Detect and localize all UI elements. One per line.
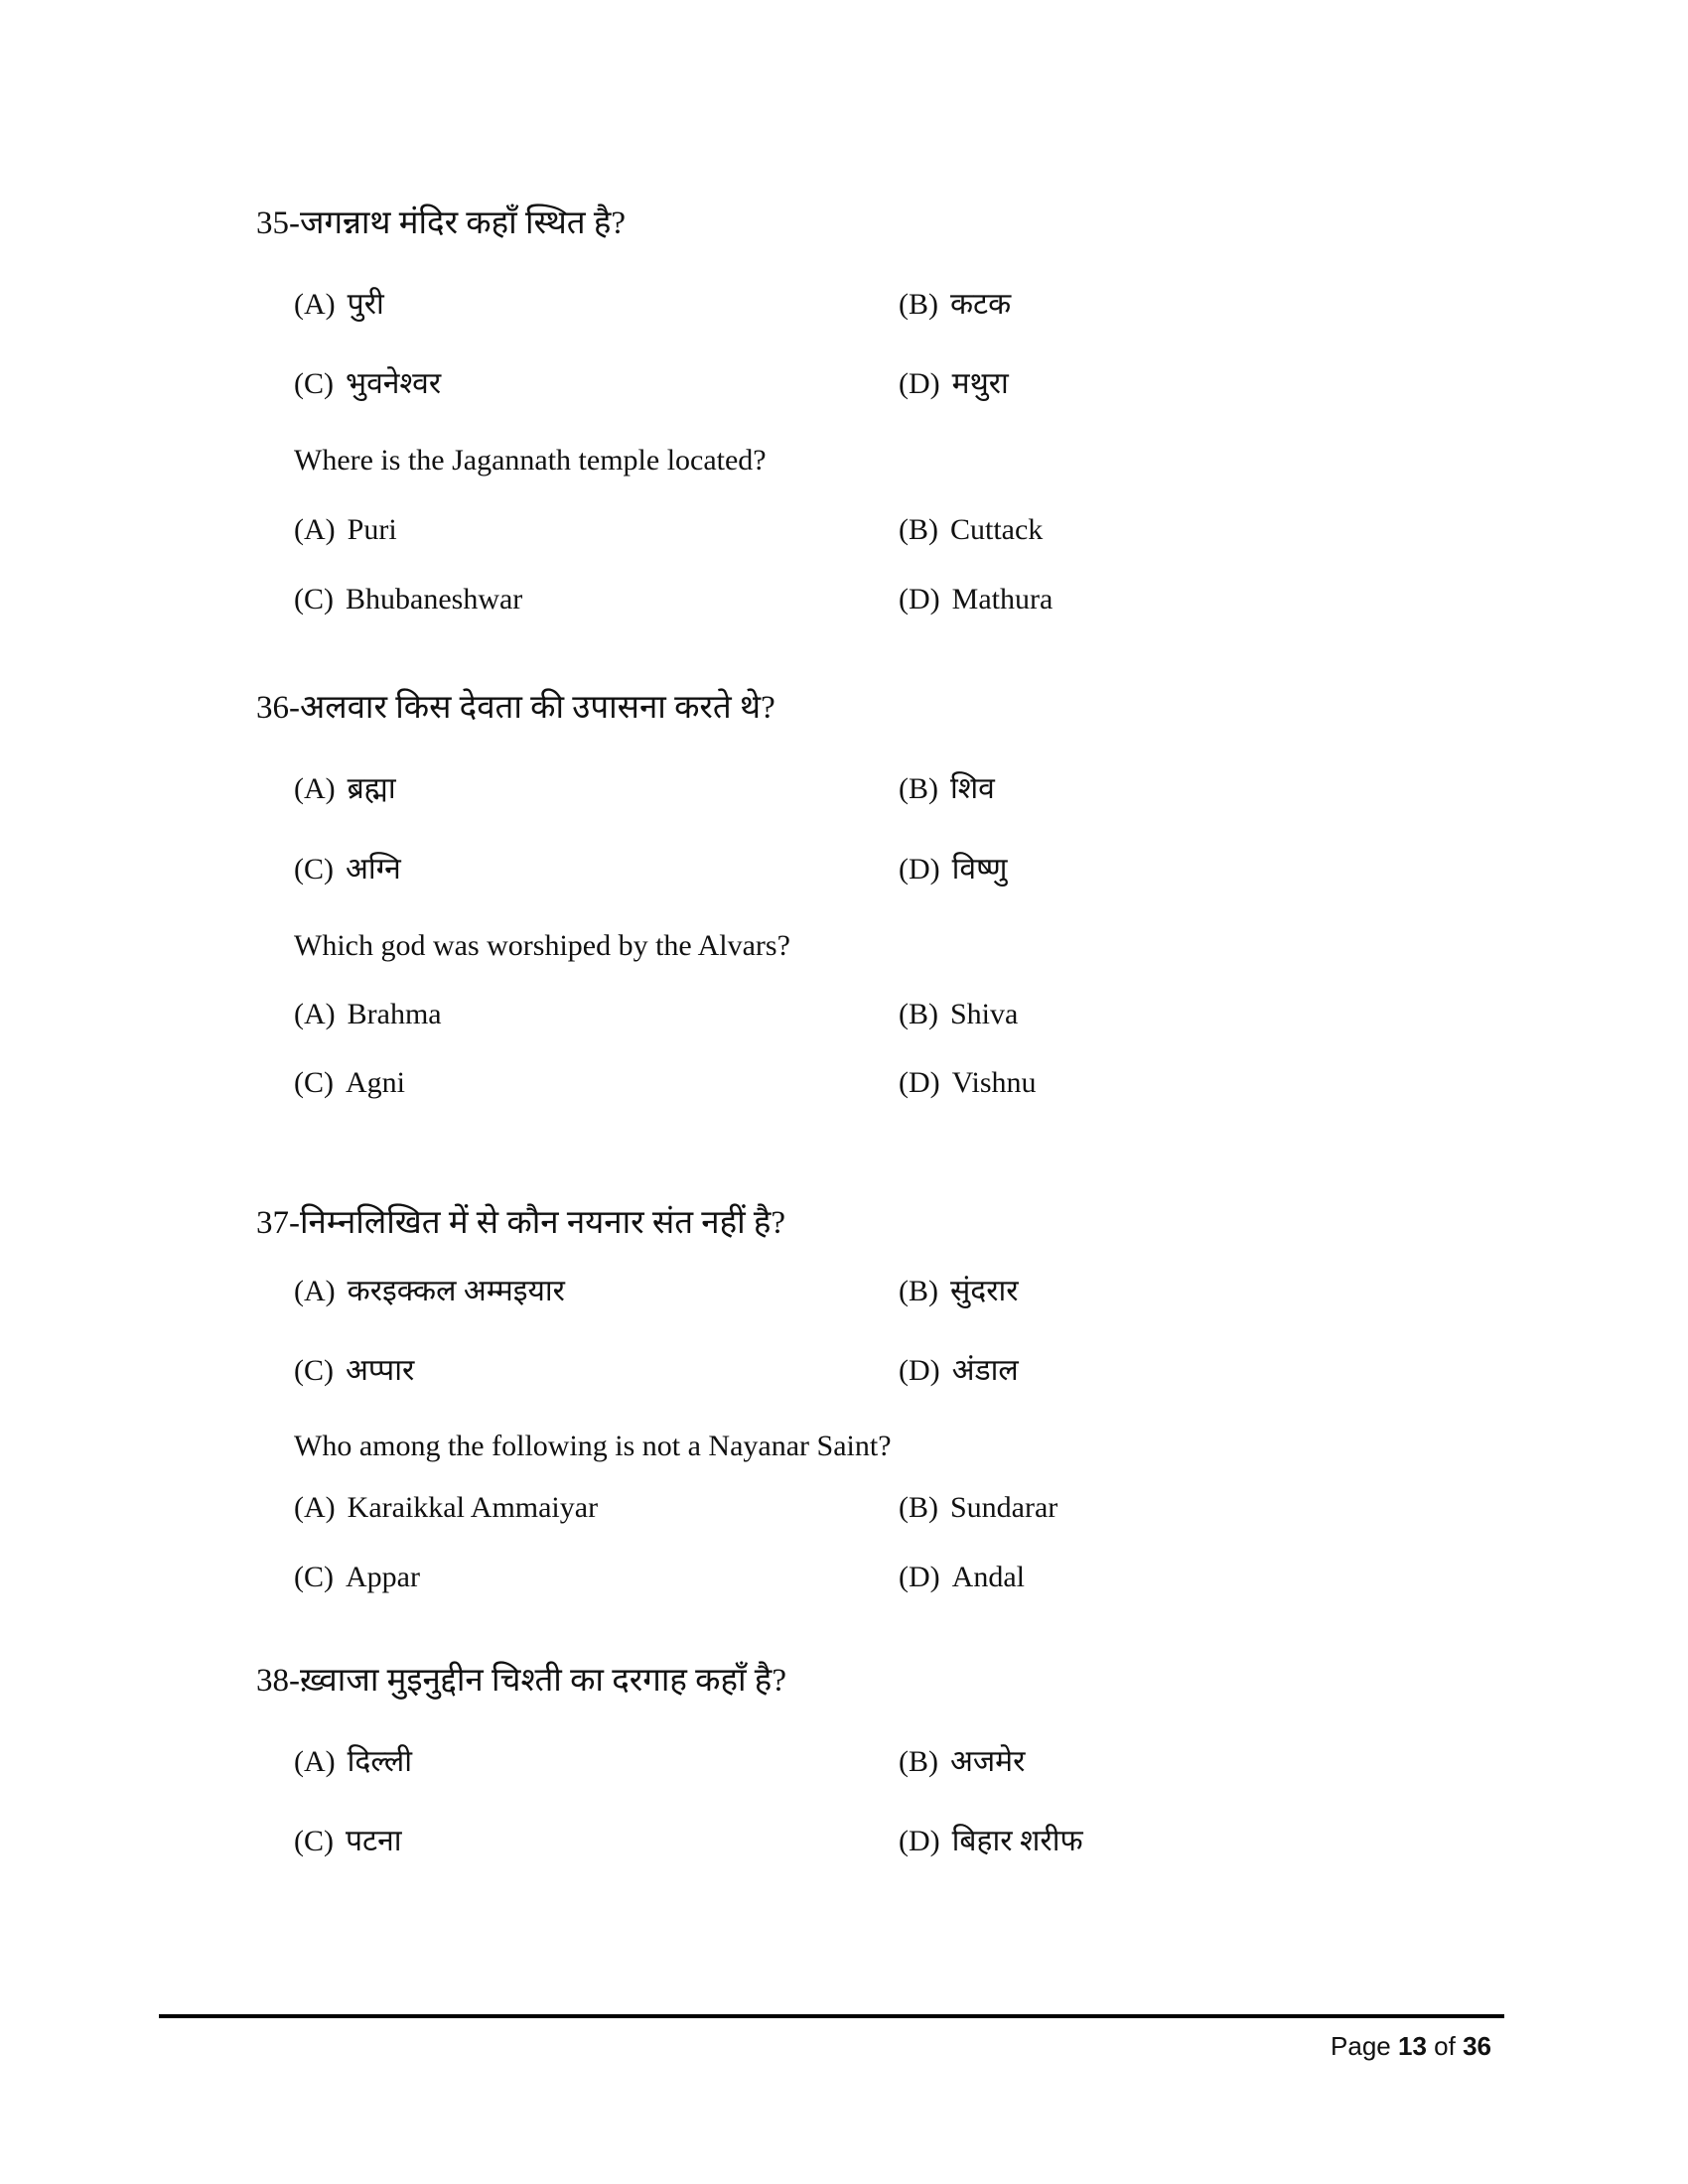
question-38-title-hindi — [256, 1656, 786, 1701]
question-text-hindi: जगन्नाथ मंदिर कहाँ स्थित है? — [300, 205, 627, 241]
option-d-hindi: (D) विष्णु — [899, 853, 1008, 886]
question-text-hindi: निम्नलिखित में से कौन नयनार संत नहीं है? — [300, 1205, 786, 1241]
option-a-english: (A) Karaikkal Ammaiyar — [294, 1491, 599, 1524]
question-35-title-hindi — [256, 199, 626, 243]
question-text-hindi: अलवार किस देवता की उपासना करते थे? — [300, 690, 775, 726]
question-number: 38- — [256, 1663, 300, 1699]
option-b-english: (B) Cuttack — [899, 513, 1044, 546]
option-c-hindi: (C) भुवनेश्वर — [294, 367, 442, 400]
option-c-english: (C) Agni — [294, 1066, 405, 1099]
question-text-english: Which god was worshiped by the Alvars? — [294, 929, 790, 962]
question-text-hindi: ख़्वाजा मुइनुद्दीन चिश्ती का दरगाह कहाँ है? — [300, 1663, 786, 1699]
option-a-english: (A) Brahma — [294, 998, 442, 1030]
question-36-title-hindi — [256, 683, 775, 728]
option-a-hindi: (A) करइक्कल अम्मइयार — [294, 1275, 565, 1307]
option-a-english: (A) Puri — [294, 513, 397, 546]
question-text-english: Where is the Jagannath temple located? — [294, 444, 767, 477]
option-d-english: (D) Vishnu — [899, 1066, 1037, 1099]
option-b-hindi: (B) सुंदरार — [899, 1275, 1019, 1307]
footer-divider — [159, 2014, 1504, 2018]
option-c-english: (C) Bhubaneshwar — [294, 583, 523, 615]
page-number: Page 13 of 36 — [1331, 2031, 1491, 2061]
total-pages: 36 — [1463, 2031, 1491, 2061]
option-b-english: (B) Sundarar — [899, 1491, 1058, 1524]
option-d-hindi: (D) अंडाल — [899, 1354, 1019, 1387]
question-number: 35- — [256, 205, 300, 241]
option-c-english: (C) Appar — [294, 1561, 420, 1593]
option-d-hindi: (D) बिहार शरीफ — [899, 1825, 1083, 1857]
current-page: 13 — [1398, 2031, 1427, 2061]
option-b-english: (B) Shiva — [899, 998, 1019, 1030]
option-b-hindi: (B) कटक — [899, 288, 1012, 321]
option-c-hindi: (C) पटना — [294, 1825, 402, 1857]
option-b-hindi: (B) अजमेर — [899, 1745, 1026, 1778]
option-d-hindi: (D) मथुरा — [899, 367, 1009, 400]
question-text-english: Who among the following is not a Nayanar Saint? — [294, 1430, 892, 1462]
option-b-hindi: (B) शिव — [899, 772, 995, 805]
option-d-english: (D) Andal — [899, 1561, 1025, 1593]
question-37-title-hindi — [256, 1198, 785, 1243]
question-number: 37- — [256, 1205, 300, 1241]
option-a-hindi: (A) दिल्ली — [294, 1745, 412, 1778]
question-number: 36- — [256, 690, 300, 726]
option-c-hindi: (C) अग्नि — [294, 853, 401, 886]
option-a-hindi: (A) ब्रह्मा — [294, 772, 396, 805]
option-a-hindi: (A) पुरी — [294, 288, 384, 321]
option-c-hindi: (C) अप्पार — [294, 1354, 415, 1387]
option-d-english: (D) Mathura — [899, 583, 1054, 615]
